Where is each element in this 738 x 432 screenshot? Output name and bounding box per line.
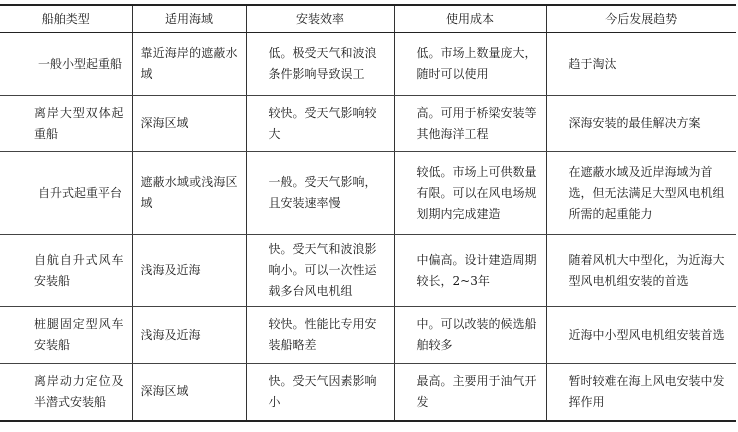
header-trend: 今后发展趋势 (546, 5, 736, 33)
cell-trend: 深海安装的最佳解决方案 (546, 96, 736, 152)
cell-sea-area: 遮蔽水域或浅海区域 (132, 152, 246, 235)
cell-efficiency: 低。极受天气和波浪条件影响导致误工 (246, 33, 394, 96)
cell-sea-area: 靠近海岸的遮蔽水域 (132, 33, 246, 96)
cell-trend: 趋于淘汰 (546, 33, 736, 96)
cell-trend: 在遮蔽水域及近岸海域为首选，但无法满足大型风电机组所需的起重能力 (546, 152, 736, 235)
cell-efficiency: 一般。受天气影响，且安装速率慢 (246, 152, 394, 235)
cell-trend: 随着风机大中型化，为近海大型风电机组安装的首选 (546, 235, 736, 307)
cell-cost: 中。可以改装的候选船舶较多 (394, 307, 546, 364)
cell-ship-type: 桩腿固定型风车安装船 (0, 307, 132, 364)
cell-sea-area: 深海区域 (132, 96, 246, 152)
header-ship-type: 船舶类型 (0, 5, 132, 33)
cell-ship-type: 离岸动力定位及半潜式安装船 (0, 364, 132, 421)
cell-sea-area: 浅海及近海 (132, 307, 246, 364)
table-row (0, 307, 736, 364)
cell-cost: 中偏高。设计建造周期较长，2~3年 (394, 235, 546, 307)
table-row (0, 364, 736, 421)
cell-cost: 低。市场上数量庞大，随时可以使用 (394, 33, 546, 96)
cell-sea-area: 浅海及近海 (132, 235, 246, 307)
header-cost: 使用成本 (394, 5, 546, 33)
cell-ship-type: 自升式起重平台 (0, 152, 132, 235)
cell-efficiency: 快。受天气因素影响小 (246, 364, 394, 421)
cell-ship-type: 离岸大型双体起重船 (0, 96, 132, 152)
header-efficiency: 安装效率 (246, 5, 394, 33)
table-row (0, 235, 736, 307)
header-sea-area: 适用海域 (132, 5, 246, 33)
cell-cost: 最高。主要用于油气开发 (394, 364, 546, 421)
cell-cost: 较低。市场上可供数量有限。可以在风电场规划期内完成建造 (394, 152, 546, 235)
table-row (0, 33, 736, 96)
cell-cost: 高。可用于桥梁安装等其他海洋工程 (394, 96, 546, 152)
cell-ship-type: 自航自升式风车安装船 (0, 235, 132, 307)
cell-efficiency: 快。受天气和波浪影响小。可以一次性运载多台风电机组 (246, 235, 394, 307)
cell-sea-area: 深海区域 (132, 364, 246, 421)
header-row (0, 5, 736, 33)
cell-efficiency: 较快。性能比专用安装船略差 (246, 307, 394, 364)
cell-ship-type: 一般小型起重船 (0, 33, 132, 96)
cell-efficiency: 较快。受天气影响较大 (246, 96, 394, 152)
cell-trend: 暂时较难在海上风电安装中发挥作用 (546, 364, 736, 421)
table-row (0, 152, 736, 235)
table-row (0, 96, 736, 152)
comparison-table (0, 4, 736, 422)
cell-trend: 近海中小型风电机组安装首选 (546, 307, 736, 364)
